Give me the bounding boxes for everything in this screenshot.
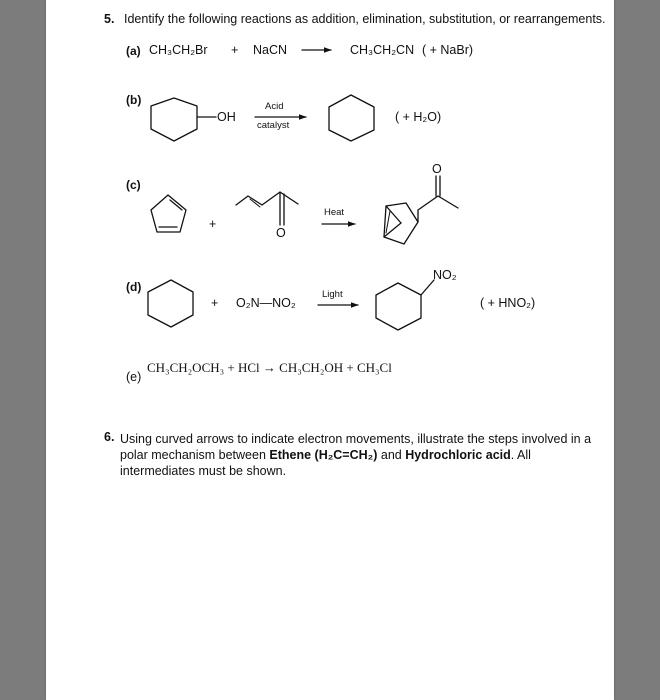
part-d-byproduct: ( + HNO₂): [480, 296, 536, 310]
part-a-plus: +: [231, 43, 239, 57]
part-b-label: (b): [126, 93, 142, 107]
part-b-cyclohexanol: [151, 98, 216, 141]
part-c-arrow-top: Heat: [324, 207, 345, 218]
part-c-label: (c): [126, 178, 141, 192]
part-d-product-group: NO₂: [433, 268, 457, 282]
part-c-methyl-vinyl-ketone: [236, 192, 298, 225]
part-c-norbornene-product: [384, 176, 458, 244]
part-b-arrow-top: Acid: [265, 101, 284, 112]
question-6-text-part1: Using curved arrows to indicate electron movements, illustrate the steps involved in a polar mechanism between: [120, 432, 592, 462]
part-a-byproduct: ( + NaBr): [422, 43, 474, 57]
part-e-label: (e): [126, 370, 142, 384]
part-d-nitrocyclohexane: [376, 280, 434, 330]
part-a-reactant1: CH₃CH₂Br: [149, 43, 208, 57]
part-c-oxygen-reactant: O: [276, 226, 286, 240]
part-d-cyclohexane: [148, 280, 193, 327]
question-6-text-part3: . All intermediates must be shown.: [120, 448, 531, 478]
part-d-label: (d): [126, 280, 142, 294]
question-5-prompt: Identify the following reactions as addition, elimination, substitution, or rearrangements.: [124, 12, 606, 26]
part-d-plus: +: [211, 296, 219, 310]
part-b-substituent: OH: [217, 110, 236, 124]
part-e-equation: CH₃CH₂OCH₃ + HCl → CH₃CH₂OH + CH₃Cl: [147, 360, 392, 375]
part-d-reagent: O₂N—NO₂: [236, 296, 296, 310]
part-d-arrow-top: Light: [322, 289, 343, 300]
part-a-reactant2: NaCN: [253, 43, 288, 57]
part-c-plus: +: [209, 217, 217, 231]
part-a-product: CH₃CH₂CN: [350, 43, 415, 57]
question-6-ethene: Ethene (H₂C=CH₂): [269, 448, 378, 462]
question-6-text-part2: and: [377, 448, 406, 462]
question-5-number: 5.: [104, 12, 115, 26]
part-b-cyclohexene: [329, 95, 374, 141]
question-6-number: 6.: [104, 430, 115, 444]
part-a-label: (a): [126, 44, 141, 58]
part-b-byproduct: ( + H₂O): [395, 110, 442, 124]
question-6-hcl: Hydrochloric acid: [405, 448, 511, 462]
part-b-arrow-bottom: catalyst: [257, 120, 290, 131]
part-c-cyclopentadiene: [151, 195, 186, 232]
part-c-oxygen-product: O: [432, 162, 442, 176]
